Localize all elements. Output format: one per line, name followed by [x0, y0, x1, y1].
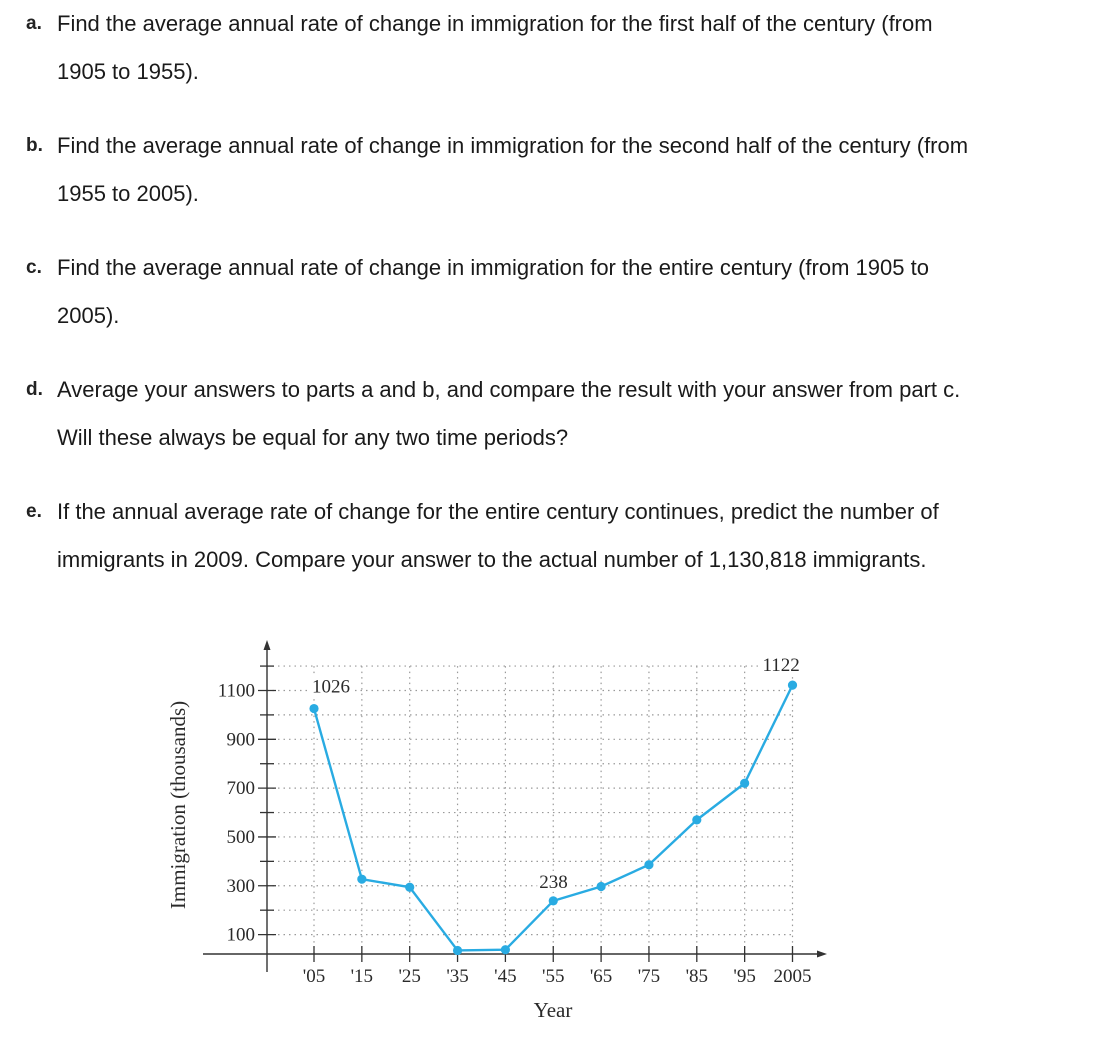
question-list — [26, 0, 1101, 584]
question-text-line: Will these always be equal for any two time periods? — [57, 425, 569, 450]
question-text-line: Average your answers to parts a and b, and compare the result with your answer from part c. — [57, 377, 961, 402]
x-tick-label: '05 — [302, 966, 326, 987]
question-text-line: 2005). — [57, 303, 120, 328]
data-label: 238 — [539, 871, 568, 893]
y-tick-label: 300 — [226, 875, 255, 897]
x-tick-label: '65 — [589, 966, 613, 987]
data-point — [405, 883, 414, 892]
data-point — [453, 946, 462, 955]
y-tick-label: 900 — [226, 729, 255, 751]
question-letter: a. — [26, 13, 42, 34]
x-tick-label: '55 — [542, 966, 565, 987]
question-text-line: If the annual average rate of change for the entire century continues, predict the number of — [57, 499, 939, 524]
question-a — [26, 0, 1101, 96]
data-point — [309, 704, 318, 713]
data-point — [597, 882, 606, 891]
question-c — [26, 244, 1101, 340]
data-point — [692, 815, 701, 824]
y-axis-arrow — [264, 640, 271, 650]
y-axis-title: Immigration (thousands) — [166, 700, 190, 910]
question-text-line: 1955 to 2005). — [57, 181, 199, 206]
data-point — [357, 875, 366, 884]
x-tick-label: '75 — [637, 966, 661, 987]
data-label: 1026 — [312, 676, 350, 698]
question-text-line: Find the average annual rate of change in immigration for the second half of the century (from — [57, 133, 969, 158]
x-tick-label: '35 — [446, 966, 469, 987]
data-point — [740, 779, 749, 788]
question-e — [26, 488, 1101, 584]
x-axis-arrow — [817, 951, 827, 958]
x-tick-label: '85 — [685, 966, 709, 987]
question-letter: c. — [26, 257, 42, 278]
y-tick-label: 700 — [226, 778, 255, 800]
question-letter: e. — [26, 501, 42, 522]
y-tick-label: 1100 — [217, 680, 255, 702]
data-point — [501, 945, 510, 954]
question-text-line: 1905 to 1955). — [57, 59, 199, 84]
y-tick-label: 100 — [226, 924, 255, 946]
x-axis-title: Year — [533, 998, 573, 1022]
x-tick-label: '45 — [494, 966, 517, 987]
question-letter: b. — [26, 135, 43, 156]
chart-svg — [165, 635, 830, 1030]
x-tick-label: '95 — [733, 966, 756, 987]
question-letter: d. — [26, 379, 43, 400]
question-text-line: Find the average annual rate of change in immigration for the first half of the century (from — [57, 11, 933, 36]
immigration-chart — [165, 635, 830, 1030]
question-d — [26, 366, 1101, 462]
y-tick-label: 500 — [226, 826, 255, 848]
grid-layer — [267, 666, 793, 954]
data-point — [788, 681, 797, 690]
data-point — [549, 896, 558, 905]
question-text-line: immigrants in 2009. Compare your answer to the actual number of 1,130,818 immigrants. — [57, 547, 927, 572]
x-tick-label: '25 — [398, 966, 421, 987]
data-point — [644, 860, 653, 869]
data-label: 1122 — [762, 655, 800, 677]
question-b — [26, 122, 1101, 218]
x-tick-label: 2005 — [773, 966, 812, 987]
question-text-line: Find the average annual rate of change in immigration for the entire century (from 1905 to — [57, 255, 929, 280]
x-tick-label: '15 — [350, 966, 374, 987]
